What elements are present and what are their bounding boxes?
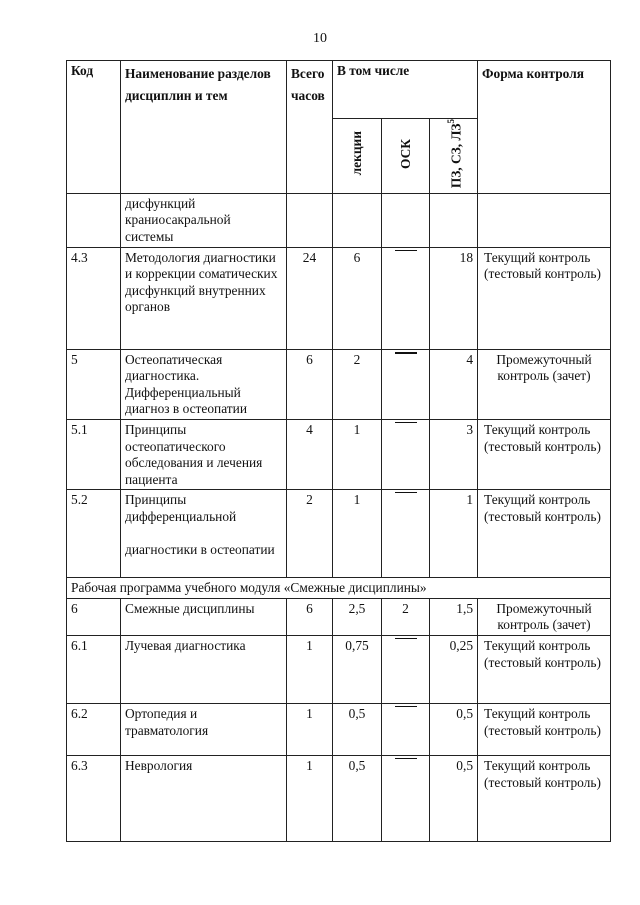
cell-lectures: 1 bbox=[333, 419, 382, 489]
cell-control bbox=[478, 193, 611, 247]
cell-lectures: 2,5 bbox=[333, 598, 382, 635]
cell-control: Промежуточный контроль (зачет) bbox=[478, 349, 611, 419]
section-title: Рабочая программа учебного модуля «Смежные дисциплины» bbox=[67, 578, 611, 599]
cell-control: Текущий контроль (тестовый контроль) bbox=[478, 636, 611, 704]
cell-osk bbox=[382, 193, 430, 247]
cell-name: Смежные дисциплины bbox=[121, 598, 287, 635]
table-row bbox=[67, 247, 611, 349]
cell-name: Неврология bbox=[121, 756, 287, 842]
cell-name: дисфункций краниосакральной системы bbox=[121, 193, 287, 247]
cell-practical: 0,25 bbox=[430, 636, 478, 704]
dash-mark bbox=[395, 250, 417, 268]
table-row bbox=[67, 598, 611, 635]
dash-mark bbox=[395, 352, 417, 371]
header-control: Форма контроля bbox=[478, 61, 611, 194]
cell-total: 24 bbox=[287, 247, 333, 349]
cell-osk bbox=[382, 636, 430, 704]
table-row bbox=[67, 193, 611, 247]
cell-osk bbox=[382, 756, 430, 842]
cell-total: 2 bbox=[287, 490, 333, 578]
cell-control: Текущий контроль (тестовый контроль) bbox=[478, 756, 611, 842]
cell-lectures: 6 bbox=[333, 247, 382, 349]
cell-control: Текущий контроль (тестовый контроль) bbox=[478, 490, 611, 578]
table-row bbox=[67, 636, 611, 704]
cell-practical: 3 bbox=[430, 419, 478, 489]
header-code: Код bbox=[67, 61, 121, 194]
table-row bbox=[67, 704, 611, 756]
cell-name: Принципы остеопатического обследования и лечения пациента bbox=[121, 419, 287, 489]
cell-code: 6.1 bbox=[67, 636, 121, 704]
header-including: В том числе bbox=[333, 61, 478, 119]
cell-osk bbox=[382, 490, 430, 578]
cell-total: 1 bbox=[287, 756, 333, 842]
cell-practical: 1,5 bbox=[430, 598, 478, 635]
cell-total: 6 bbox=[287, 349, 333, 419]
section-row bbox=[67, 578, 611, 599]
cell-control: Текущий контроль (тестовый контроль) bbox=[478, 704, 611, 756]
cell-osk bbox=[382, 419, 430, 489]
cell-osk bbox=[382, 247, 430, 349]
cell-total: 4 bbox=[287, 419, 333, 489]
cell-code: 4.3 bbox=[67, 247, 121, 349]
page-number: 10 bbox=[313, 31, 327, 46]
dash-mark bbox=[395, 758, 417, 776]
table-row bbox=[67, 756, 611, 842]
cell-total: 1 bbox=[287, 636, 333, 704]
cell-code: 5.2 bbox=[67, 490, 121, 578]
cell-lectures: 2 bbox=[333, 349, 382, 419]
header-lectures: лекции bbox=[349, 131, 364, 176]
cell-code: 6.3 bbox=[67, 756, 121, 842]
dash-mark bbox=[395, 706, 417, 724]
header-lectures-cell bbox=[333, 119, 382, 194]
cell-name: Методология диагностики и коррекции соматических дисфункций внутренних органов bbox=[121, 247, 287, 349]
cell-code: 5.1 bbox=[67, 419, 121, 489]
cell-name: Остеопатическая диагностика. Дифференциальный диагноз в остеопатии bbox=[121, 349, 287, 419]
cell-name: Лучевая диагностика bbox=[121, 636, 287, 704]
cell-name: Принципы дифференциальной диагностики в остеопатии bbox=[121, 490, 287, 578]
header-practical-cell bbox=[430, 119, 478, 194]
dash-mark bbox=[395, 492, 417, 510]
cell-control: Текущий контроль (тестовый контроль) bbox=[478, 247, 611, 349]
cell-control: Текущий контроль (тестовый контроль) bbox=[478, 419, 611, 489]
table-row bbox=[67, 490, 611, 578]
cell-code bbox=[67, 193, 121, 247]
cell-code: 5 bbox=[67, 349, 121, 419]
curriculum-table bbox=[66, 60, 611, 842]
cell-practical: 1 bbox=[430, 490, 478, 578]
table-row bbox=[67, 349, 611, 419]
header-osk-cell bbox=[382, 119, 430, 194]
cell-osk bbox=[382, 704, 430, 756]
cell-control: Промежуточный контроль (зачет) bbox=[478, 598, 611, 635]
table-row bbox=[67, 419, 611, 489]
cell-practical: 0,5 bbox=[430, 704, 478, 756]
cell-osk: 2 bbox=[382, 598, 430, 635]
cell-total: 6 bbox=[287, 598, 333, 635]
cell-lectures: 1 bbox=[333, 490, 382, 578]
dash-mark bbox=[395, 422, 417, 440]
cell-lectures: 0,5 bbox=[333, 704, 382, 756]
cell-code: 6 bbox=[67, 598, 121, 635]
header-practical: ПЗ, СЗ, $ЛЗ^5$ bbox=[445, 119, 464, 189]
cell-practical bbox=[430, 193, 478, 247]
dash-mark bbox=[395, 638, 417, 656]
cell-total: 1 bbox=[287, 704, 333, 756]
cell-practical: 18 bbox=[430, 247, 478, 349]
cell-code: 6.2 bbox=[67, 704, 121, 756]
cell-name: Ортопедия и травматология bbox=[121, 704, 287, 756]
table-body bbox=[67, 193, 611, 841]
cell-total bbox=[287, 193, 333, 247]
header-total: Всего часов bbox=[287, 61, 333, 194]
cell-lectures bbox=[333, 193, 382, 247]
header-name: Наименование разделов дисциплин и тем bbox=[121, 61, 287, 194]
cell-osk bbox=[382, 349, 430, 419]
cell-lectures: 0,5 bbox=[333, 756, 382, 842]
cell-practical: 4 bbox=[430, 349, 478, 419]
header-osk: ОСК bbox=[397, 138, 413, 169]
cell-lectures: 0,75 bbox=[333, 636, 382, 704]
cell-practical: 0,5 bbox=[430, 756, 478, 842]
